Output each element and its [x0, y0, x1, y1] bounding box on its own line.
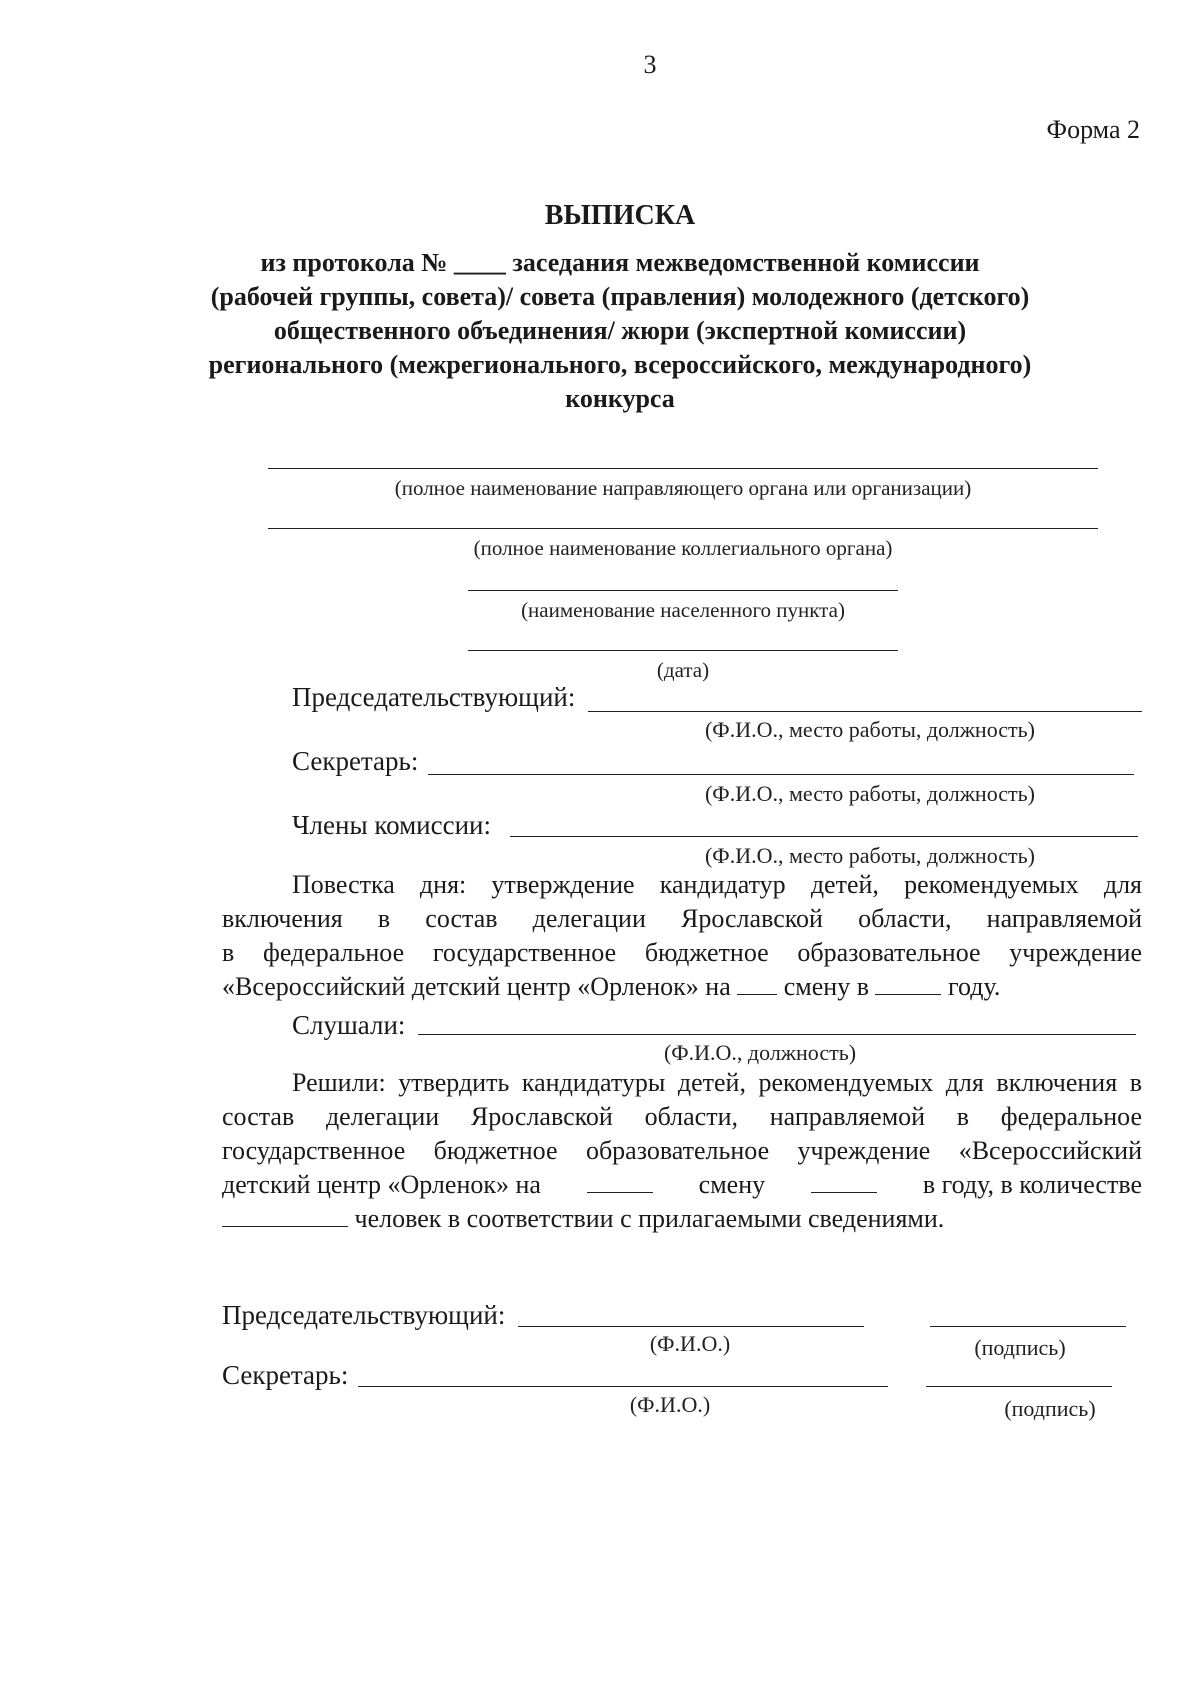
document-title: ВЫПИСКА: [544, 200, 696, 231]
page-number: 3: [643, 50, 657, 79]
signature-chairman-sign-line[interactable]: [930, 1326, 1126, 1327]
date-caption: (дата): [656, 658, 710, 682]
signature-chairman-fio-caption: (Ф.И.О.): [649, 1331, 731, 1356]
signature-secretary-sign-line[interactable]: [926, 1386, 1112, 1387]
signature-secretary-fio-line[interactable]: [358, 1386, 888, 1387]
decision-text-2: смену: [698, 1170, 766, 1199]
date-line[interactable]: [468, 650, 898, 651]
form-label: Форма 2: [1046, 115, 1140, 144]
people-count-blank[interactable]: [222, 1206, 348, 1227]
locality-line[interactable]: [468, 590, 898, 591]
agenda-text-3: году.: [947, 972, 1001, 1001]
chairman-line[interactable]: [588, 711, 1142, 712]
decision-line-1: Решили: утвердить кандидатуры детей, рекомендуемых для включения в: [292, 1068, 1142, 1097]
agenda-line-1: Повестка дня: утверждение кандидатур детей, рекомендуемых для: [292, 870, 1142, 899]
decision-line-3: государственное бюджетное образовательное учреждение «Всероссийский: [222, 1136, 1142, 1165]
decision-line-2: состав делегации Ярославской области, направляемой в федеральное: [222, 1102, 1142, 1131]
chairman-caption: (Ф.И.О., место работы, должность): [704, 717, 1035, 742]
agenda-text-1: «Всероссийский детский центр «Орленок» на: [222, 972, 731, 1001]
heard-label: Слушали:: [292, 1010, 406, 1040]
org-name-line[interactable]: [268, 468, 1098, 469]
agenda-text-2: смену в: [783, 972, 869, 1001]
members-label: Члены комиссии:: [292, 810, 491, 840]
members-line[interactable]: [510, 836, 1138, 837]
agenda-line-4: [222, 972, 1000, 1002]
agenda-line-3: в федеральное государственное бюджетное образовательное учреждение: [222, 938, 1142, 967]
heard-caption: (Ф.И.О., должность): [663, 1040, 857, 1065]
decision-text-3: в году, в количестве: [922, 1170, 1142, 1199]
subtitle-line-2: (рабочей группы, совета)/ совета (правления) молодежного (детского): [210, 282, 1030, 311]
year-blank[interactable]: [875, 974, 941, 995]
shift-number-blank[interactable]: [737, 974, 777, 995]
signature-secretary-fio-caption: (Ф.И.О.): [629, 1392, 711, 1417]
agenda-line-2: включения в состав делегации Ярославской области, направляемой: [222, 904, 1142, 933]
collegial-name-line[interactable]: [268, 528, 1098, 529]
subtitle-line-1: из протокола № ____ заседания межведомственной комиссии: [260, 248, 980, 277]
members-caption: (Ф.И.О., место работы, должность): [704, 843, 1035, 868]
subtitle-line-5: конкурса: [565, 384, 675, 413]
signature-chairman-sign-caption: (подпись): [974, 1335, 1066, 1360]
decision-shift-blank[interactable]: [587, 1172, 653, 1193]
signature-chairman-label: Председательствующий:: [222, 1300, 506, 1330]
decision-text-4: человек в соответствии с прилагаемыми сведениями.: [354, 1204, 945, 1233]
org-name-caption: (полное наименование направляющего органа или организации): [394, 476, 972, 500]
signature-chairman-fio-line[interactable]: [518, 1326, 864, 1327]
secretary-label: Секретарь:: [292, 746, 419, 776]
collegial-name-caption: (полное наименование коллегиального органа): [473, 536, 893, 560]
heard-line[interactable]: [418, 1034, 1136, 1035]
subtitle-line-4: регионального (межрегионального, всероссийского, международного): [208, 350, 1032, 379]
decision-text-1: детский центр «Орленок» на: [222, 1170, 541, 1199]
decision-line-4: [222, 1170, 1142, 1200]
secretary-caption: (Ф.И.О., место работы, должность): [704, 781, 1035, 806]
locality-caption: (наименование населенного пункта): [521, 598, 845, 622]
chairman-label: Председательствующий:: [292, 682, 576, 712]
signature-secretary-label: Секретарь:: [222, 1360, 349, 1390]
subtitle-line-3: общественного объединения/ жюри (экспертной комиссии): [273, 316, 967, 345]
decision-line-5: [222, 1204, 944, 1234]
secretary-line[interactable]: [428, 774, 1134, 775]
signature-secretary-sign-caption: (подпись): [1004, 1396, 1096, 1421]
decision-year-blank[interactable]: [811, 1172, 877, 1193]
